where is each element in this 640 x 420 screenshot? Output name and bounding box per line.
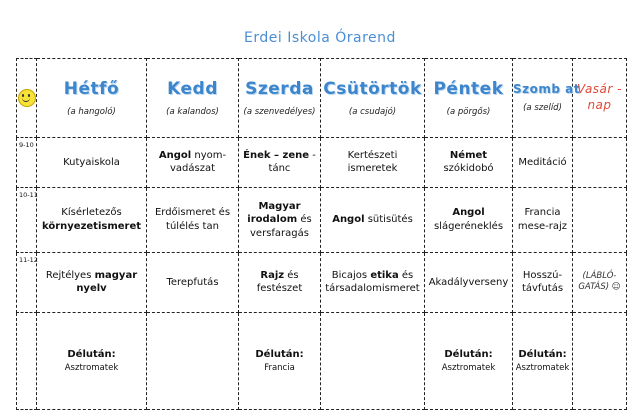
lesson-bold: Angol (452, 207, 485, 219)
smiley-icon (18, 89, 36, 107)
lesson-text: Kutyaiskola (63, 156, 120, 168)
lesson-cell (425, 188, 513, 253)
afternoon-label: Délután: (444, 348, 493, 360)
lesson-text: Bicajos (331, 269, 371, 281)
table-row (17, 252, 627, 313)
lesson-cell (573, 188, 627, 253)
lesson-bold: magyar nyelv (76, 269, 138, 295)
afternoon-activity: Francia (264, 363, 295, 374)
time-label: 10-11 (19, 191, 38, 200)
day-name: Péntek (433, 78, 504, 99)
day-subtitle: (a szenvedélyes) (243, 106, 316, 117)
lesson-text: Terepfutás (166, 276, 219, 288)
lesson-text: Akadályverseny (428, 276, 509, 288)
day-name: Szerda (245, 78, 314, 99)
lesson-cell (239, 252, 321, 313)
lesson-text: - tánc (268, 149, 316, 175)
lesson-bold: környezetismeret (41, 220, 142, 232)
afternoon-cell (239, 313, 321, 410)
day-subtitle: (a hangoló) (67, 106, 116, 117)
lesson-cell (513, 188, 573, 253)
time-label: 11-12 (19, 255, 38, 264)
lesson-text: Kísérletezős (61, 207, 122, 219)
lesson-text: (LÁBLÓ-GATÁS) ☺ (578, 271, 621, 293)
afternoon-cell (321, 313, 425, 410)
lesson-bold: Ének – zene (243, 149, 310, 161)
lesson-text: és versfaragás (250, 214, 312, 239)
day-header-sunday (573, 59, 627, 138)
lesson-cell (573, 137, 627, 187)
lesson-cell (147, 137, 239, 187)
afternoon-label: Délután: (518, 348, 567, 360)
lesson-cell (573, 252, 627, 313)
timetable (16, 58, 627, 410)
lesson-text: és festészet (256, 269, 303, 295)
lesson-text: Meditáció (518, 156, 567, 168)
afternoon-activity: Asztromatek (441, 363, 496, 374)
lesson-cell (321, 252, 425, 313)
day-header-tuesday (147, 59, 239, 138)
day-name: Szomb at (513, 82, 580, 96)
time-cell (17, 188, 37, 253)
lesson-bold: Rajz (260, 269, 285, 281)
day-header-monday (37, 59, 147, 138)
lesson-bold: Angol (332, 214, 365, 226)
time-cell (17, 137, 37, 187)
afternoon-label: Délután: (255, 348, 304, 360)
afternoon-row (17, 313, 627, 410)
day-name: Kedd (167, 78, 218, 99)
day-header-friday (425, 59, 513, 138)
lesson-bold: Magyar irodalom (247, 200, 301, 226)
lesson-cell (147, 188, 239, 253)
lesson-bold: Angol (158, 149, 192, 161)
day-name: Hétfő (63, 78, 120, 99)
lesson-cell (239, 188, 321, 253)
day-subtitle: (a szelíd) (523, 103, 562, 114)
lesson-cell (37, 137, 147, 187)
lesson-text: slágeréneklés (433, 220, 504, 232)
afternoon-cell (425, 313, 513, 410)
time-cell (17, 252, 37, 313)
time-label: 9-10 (19, 140, 34, 149)
afternoon-label: Délután: (67, 348, 116, 360)
lesson-cell (513, 252, 573, 313)
lesson-bold: etika (370, 269, 399, 281)
header-row (17, 59, 627, 138)
afternoon-cell (147, 313, 239, 410)
lesson-text: sütisütés (364, 214, 413, 226)
lesson-text: Francia mese-rajz (517, 207, 568, 232)
day-name: Csütörtök (323, 78, 422, 99)
lesson-cell (37, 252, 147, 313)
lesson-bold: Német (449, 149, 488, 161)
table-row (17, 137, 627, 187)
table-row (17, 188, 627, 253)
lesson-cell (513, 137, 573, 187)
lesson-text: nyom-vadászat (169, 149, 227, 175)
corner-cell (17, 59, 37, 138)
afternoon-cell (37, 313, 147, 410)
afternoon-activity: Asztromatek (64, 363, 119, 374)
day-subtitle: (a pörgős) (446, 106, 491, 117)
lesson-text: szókidobó (443, 163, 494, 175)
lesson-text: Erdőismeret és túlélés tan (154, 207, 231, 232)
lesson-cell (37, 188, 147, 253)
lesson-cell (425, 137, 513, 187)
day-name: Vasár -nap (577, 82, 622, 112)
lesson-cell (321, 137, 425, 187)
day-subtitle: (a kalandos) (166, 106, 219, 117)
lesson-text: és társadalomismeret (325, 269, 420, 295)
lesson-cell (321, 188, 425, 253)
lesson-cell (239, 137, 321, 187)
lesson-cell (147, 252, 239, 313)
afternoon-activity: Asztromatek (515, 363, 570, 374)
page-title: Erdei Iskola Órarend (244, 30, 396, 46)
day-header-saturday (513, 59, 580, 138)
day-header-thursday (321, 59, 425, 138)
lesson-text: Kertészeti ismeretek (347, 149, 398, 175)
lesson-text: Hosszú-távfutás (521, 269, 564, 295)
lesson-text: Rejtélyes (45, 269, 95, 281)
time-cell (17, 313, 37, 410)
afternoon-cell (513, 313, 573, 410)
afternoon-cell (573, 313, 627, 410)
day-subtitle: (a csudajó) (348, 106, 397, 117)
lesson-cell (425, 252, 513, 313)
day-header-wednesday (239, 59, 321, 138)
